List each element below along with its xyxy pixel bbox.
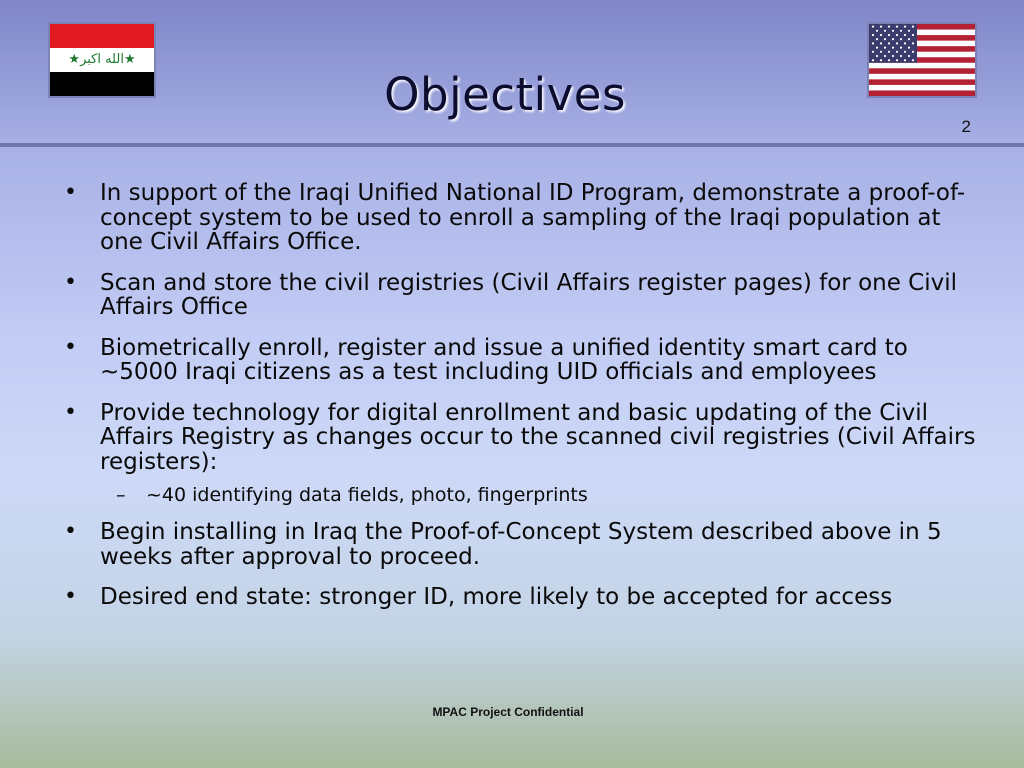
flag-star (880, 59, 882, 61)
flag-star (908, 38, 910, 40)
flag-star (904, 59, 906, 61)
flag-star (900, 30, 902, 32)
bullet-dot-icon: • (64, 180, 77, 205)
flag-star (900, 55, 902, 57)
bullet-item (60, 585, 980, 610)
flag-star (904, 42, 906, 44)
flag-star (872, 26, 874, 28)
flag-star (896, 34, 898, 36)
flag-star (876, 30, 878, 32)
objectives-list (60, 181, 980, 626)
dash-icon: – (116, 484, 126, 506)
bullet-item (60, 336, 980, 385)
flag-star (900, 38, 902, 40)
flag-star (908, 47, 910, 49)
flag-star (908, 30, 910, 32)
flag-star (880, 34, 882, 36)
flag-star (884, 30, 886, 32)
bullet-item (60, 271, 980, 320)
slide-title: Objectives (384, 68, 626, 121)
flag-star (888, 51, 890, 53)
flag-star (876, 38, 878, 40)
flag-star (880, 42, 882, 44)
header-divider (0, 143, 1024, 147)
flag-star (912, 42, 914, 44)
confidential-footer: MPAC Project Confidential (432, 705, 584, 719)
flag-star (884, 47, 886, 49)
bullet-text: Biometrically enroll, register and issue a unified identity smart card to ~5000 Iraqi citizens as a test including UID officials and employees (100, 334, 908, 385)
bullet-dot-icon: • (64, 334, 77, 360)
flag-star (880, 51, 882, 53)
flag-star (872, 42, 874, 44)
flag-star (900, 47, 902, 49)
flag-star (892, 30, 894, 32)
flag-star (912, 26, 914, 28)
flag-star (904, 51, 906, 53)
flag-star (876, 55, 878, 57)
slide-number: 2 (961, 117, 971, 136)
bullet-text: Desired end state: stronger ID, more likely to be accepted for access (100, 584, 893, 610)
bullet-item (60, 181, 980, 255)
flag-star (896, 42, 898, 44)
sub-bullet-text: ~40 identifying data fields, photo, fingerprints (146, 484, 588, 506)
flag-star (876, 47, 878, 49)
flag-star (892, 47, 894, 49)
flag-star (872, 51, 874, 53)
flag-star (888, 26, 890, 28)
flag-star (892, 55, 894, 57)
flag-star (896, 51, 898, 53)
bullet-text: Scan and store the civil registries (Civil Affairs register pages) for one Civil Affairs Office (100, 269, 958, 320)
bullet-dot-icon: • (64, 399, 77, 425)
flag-star (912, 34, 914, 36)
bullet-dot-icon: • (64, 269, 77, 295)
flag-star (912, 51, 914, 53)
flag-star (904, 34, 906, 36)
flag-star (888, 42, 890, 44)
flag-star (908, 55, 910, 57)
flag-star (872, 59, 874, 61)
iraq-flag-emblem: ★الله اكبر★ (68, 52, 136, 67)
bullet-text: Begin installing in Iraq the Proof-of-Concept System described above in 5 weeks after approval to proceed. (100, 519, 942, 570)
flag-star (880, 26, 882, 28)
flag-star (872, 34, 874, 36)
flag-star (888, 59, 890, 61)
bullet-text: In support of the Iraqi Unified National ID Program, demonstrate a proof-of-concept system to be used to enroll a sampling of the Iraqi population at one Civil Affairs Office. (100, 180, 966, 255)
flag-star (884, 38, 886, 40)
flag-star (884, 55, 886, 57)
flag-star (912, 59, 914, 61)
bullet-text: Provide technology for digital enrollment and basic updating of the Civil Affairs Registry as changes occur to the scanned civil registries (Civil Affairs registers): (100, 399, 976, 475)
flag-star (892, 38, 894, 40)
flag-star (896, 59, 898, 61)
sub-bullet-item (60, 484, 980, 506)
bullet-item (60, 520, 980, 569)
bullet-dot-icon: • (64, 584, 77, 609)
bullet-dot-icon: • (64, 519, 77, 544)
bullet-item (60, 401, 980, 475)
flag-star (896, 26, 898, 28)
flag-star (904, 26, 906, 28)
flag-star (888, 34, 890, 36)
